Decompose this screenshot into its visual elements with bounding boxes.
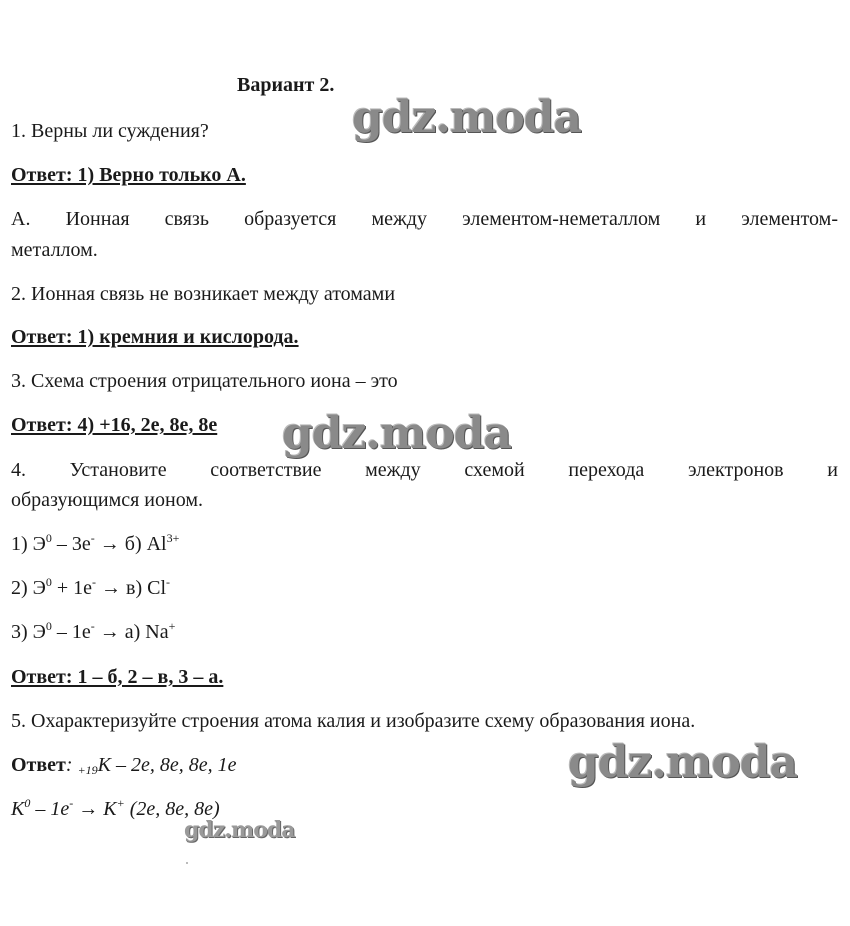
question-4-line1: 4. Установите соответствие между схемой перехода электронов и (11, 459, 838, 481)
answer-1 (11, 164, 838, 186)
watermark-logo: gdz.moda (568, 737, 798, 788)
answer-2-text: Ответ: 1) кремния и кислорода. (11, 326, 299, 348)
answer-1-text: Ответ: 1) Верно только А. (11, 164, 246, 186)
question-5: 5. Охарактеризуйте строения атома калия и изобразите схему образования иона. (11, 710, 696, 732)
question-1: 1. Верны ли суждения? (11, 120, 209, 142)
match-item-1: 1) $Э^0 - 3е^- \to б$) $Al^{3+}$ (11, 531, 180, 555)
answer-4 (11, 666, 838, 688)
match-item-3: 3) $Э^0 - 1е^- \to а$) Na+ (11, 619, 176, 643)
answer-5: Ответ: $_{+19}$K – 2e, 8e, 8e, 1e (11, 754, 237, 777)
question-2: 2. Ионная связь не возникает между атомами (11, 283, 396, 305)
statement-a-line2: металлом. (11, 239, 98, 261)
watermark-logo: gdz.moda (184, 817, 295, 843)
stray-dot (186, 862, 188, 864)
page-title: Вариант 2. (237, 74, 335, 96)
answer-4-text: Ответ: 1 – б, 2 – в, 3 – а. (11, 666, 224, 688)
watermark-logo: gdz.moda (282, 408, 512, 459)
question-3: 3. Схема строения отрицательного иона – это (11, 370, 398, 392)
match-item-2: 2) $Э^0 + 1е^- \to в$) Cl- (11, 575, 171, 599)
statement-a-line1: А. Ионная связь образуется между элементом-неметаллом и элементом- (11, 208, 838, 230)
answer-3-text: Ответ: 4) +16, 2е, 8е, 8е (11, 414, 218, 436)
ion-equation: $K^0 - 1e^- \to K^+$ (2e, 8e, 8e) (11, 796, 220, 820)
answer-2 (11, 326, 838, 348)
question-4-line2: образующимся ионом. (11, 489, 203, 511)
watermark-logo: gdz.moda (352, 92, 582, 143)
